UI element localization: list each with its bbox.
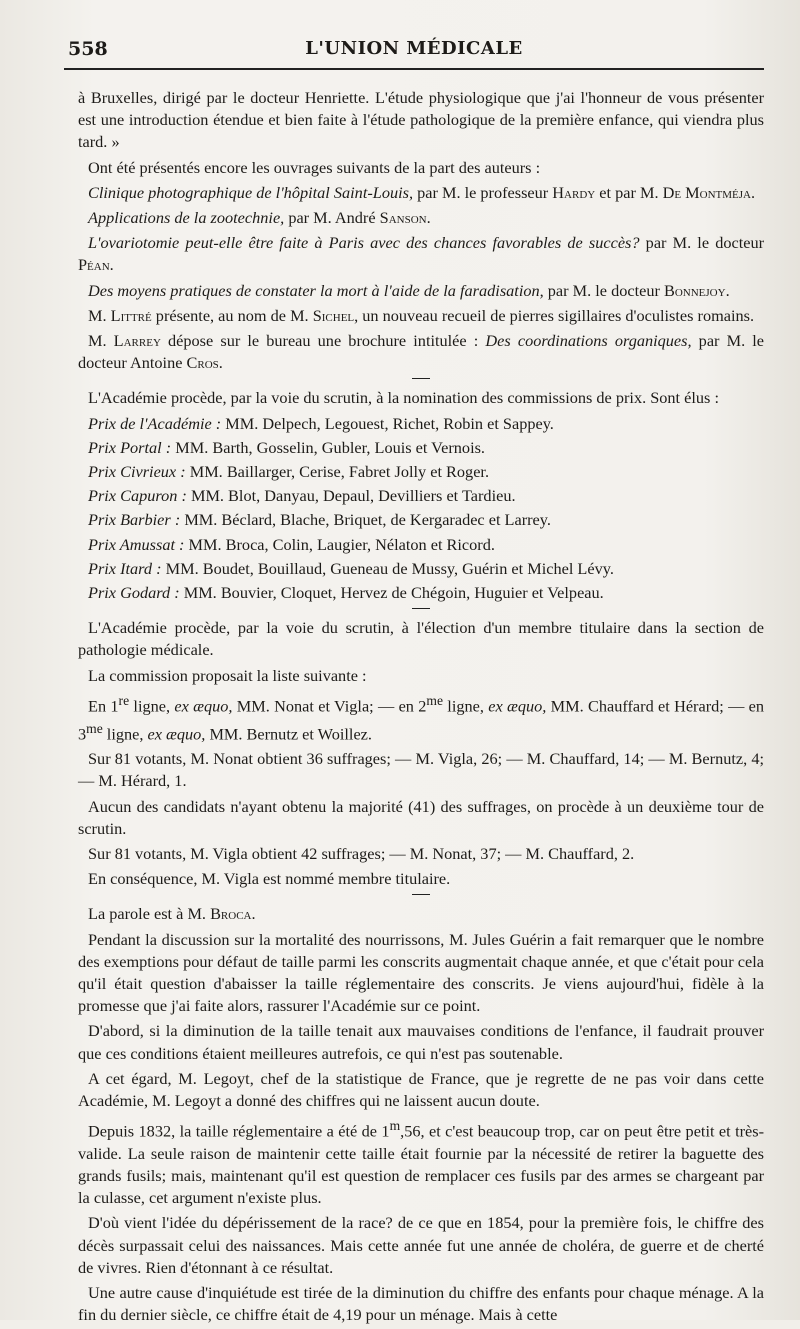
- prize-name: Prix Amussat :: [88, 534, 185, 554]
- prize-entry: [78, 461, 764, 483]
- prize-name: Prix Barbier :: [88, 510, 181, 530]
- prize-entry: [78, 437, 764, 459]
- paragraph: à Bruxelles, dirigé par le docteur Henriette. L'étude physiologique que j'ai l'honneur de vous présenter est une introduction étendue et bien faite à l'étude pathologique de la première enfance, qui viendra plus tard. »: [78, 88, 764, 152]
- paragraph: L'Académie procède, par la voie du scrutin, à l'élection d'un membre titulaire dans la section de pathologie médicale.: [78, 618, 764, 660]
- prize-entry: [78, 582, 764, 604]
- paragraph: Aucun des candidats n'ayant obtenu la majorité (41) des suffrages, on procède à un deuxième tour de scrutin.: [78, 796, 764, 838]
- work-entry: Clinique photographique de l'hôpital Saint-Louis, par M. le professeur Hardy et par M. De Montméja.: [88, 182, 756, 202]
- prize-list: [78, 413, 764, 605]
- prize-members: MM. Broca, Colin, Laugier, Nélaton et Ricord.: [184, 534, 495, 554]
- paragraph: La parole est à M. Broca.: [88, 904, 256, 924]
- work-entry: L'ovariotomie peut-elle être faite à Paris avec des chances favorables de succès? par M. le docteur Péan.: [78, 233, 765, 275]
- candidate-list: En 1re ligne, ex æquo, MM. Nonat et Vigla; — en $2^{me}$ ligne, ex æquo, MM. Chauffard et Hérard; — en $3^{me}$ ligne, ex æquo, MM. Bernutz et Woillez.: [78, 692, 765, 743]
- prize-entry: [78, 509, 764, 531]
- prize-name: Prix Itard :: [88, 558, 162, 578]
- prize-name: Prix Portal :: [88, 437, 172, 457]
- prize-name: Prix Civrieux :: [88, 462, 186, 482]
- prize-entry: [78, 534, 764, 556]
- paragraph: D'où vient l'idée du dépérissement de la race? de ce que en 1854, pour la première fois, le chiffre des décès surpassait celui des naissances. Mais cette année fut une année de choléra, de guerre et de cherté de vivres. Rien d'étonnant à ce résultat.: [78, 1213, 764, 1277]
- paragraph: Sur 81 votants, M. Nonat obtient 36 suffrages; — M. Vigla, 26; — M. Chauffard, 14; — M. Bernutz, 4; — M. Hérard, 1.: [78, 749, 764, 791]
- prize-entry: [78, 558, 764, 580]
- work-entry: Applications de la zootechnie, par M. André Sanson.: [88, 208, 431, 228]
- prize-members: MM. Bouvier, Cloquet, Hervez de Chégoin, Huguier et Velpeau.: [179, 583, 604, 603]
- prize-name: Prix Capuron :: [88, 486, 187, 506]
- section-separator: [412, 608, 430, 609]
- prize-members: MM. Delpech, Legouest, Richet, Robin et Sappey.: [221, 413, 554, 433]
- prize-members: MM. Blot, Danyau, Depaul, Devilliers et Tardieu.: [186, 486, 516, 506]
- prize-members: MM. Baillarger, Cerise, Fabret Jolly et Roger.: [185, 462, 490, 482]
- prize-members: MM. Béclard, Blache, Briquet, de Kergaradec et Larrey.: [180, 510, 551, 530]
- prize-members: MM. Barth, Gosselin, Gubler, Louis et Vernois.: [171, 437, 485, 457]
- prize-entry: [78, 413, 764, 435]
- paragraph: A cet égard, M. Legoyt, chef de la statistique de France, que je regrette de ne pas voir dans cette Académie, M. Legoyt a donné des chiffres qui ne laissent aucun doute.: [78, 1068, 764, 1110]
- paragraph: L'Académie procède, par la voie du scrutin, à la nomination des commissions de prix. Sont élus :: [88, 388, 719, 408]
- paragraph: Sur 81 votants, M. Vigla obtient 42 suffrages; — M. Nonat, 37; — M. Chauffard, 2.: [88, 843, 635, 863]
- page-header: [64, 34, 764, 64]
- prize-entry: [78, 485, 764, 507]
- paragraph: Depuis 1832, la taille réglementaire a été de 1$^m$,56, et c'est beaucoup trop, car on peut être petit et très-valide. La seule raison de maintenir cette taille était fournie par la nécessité de retirer la baguette des grands fusils; mais, maintenant qu'il est question de remplacer ces fusils par des armes se chargeant par la culasse, cet argument n'existe plus.: [78, 1118, 764, 1208]
- paragraph: Une autre cause d'inquiétude est tirée de la diminution du chiffre des enfants pour chaque ménage. A la fin du dernier siècle, ce chiffre était de 4,19 pour un ménage. Mais à cette: [78, 1283, 764, 1325]
- header-rule: [64, 68, 764, 70]
- article-body: [78, 87, 764, 1329]
- paragraph: Ont été présentés encore les ouvrages suivants de la part des auteurs :: [88, 157, 541, 177]
- section-separator: [412, 894, 430, 895]
- page-number: 558: [68, 38, 108, 60]
- paragraph: La commission proposait la liste suivante :: [88, 665, 367, 685]
- running-title: L'UNION MÉDICALE: [305, 38, 523, 59]
- paragraph: En conséquence, M. Vigla est nommé membre titulaire.: [88, 869, 451, 889]
- prize-name: Prix de l'Académie :: [88, 413, 222, 433]
- prize-name: Prix Godard :: [88, 583, 180, 603]
- paragraph-littre: M. Littré présente, au nom de M. Sichel, un nouveau recueil de pierres sigillaires d'oculistes romains.: [88, 305, 755, 325]
- paragraph: D'abord, si la diminution de la taille tenait aux mauvaises conditions de l'enfance, il faudrait prouver que ces conditions étaient meilleures autrefois, ce qui n'est pas soutenable.: [78, 1021, 764, 1063]
- paragraph: Pendant la discussion sur la mortalité des nourrissons, M. Jules Guérin a fait remarquer que le nombre des exemptions pour défaut de taille parmi les conscrits augmentait chaque année, et que c'était pour cela qu'il était question d'abaisser la taille réglementaire des conscrits. Je viens aujourd'hui, fidèle à la promesse que j'ai faite alors, rassurer l'Académie sur ce point.: [78, 929, 764, 1016]
- prize-members: MM. Boudet, Bouillaud, Gueneau de Mussy, Guérin et Michel Lévy.: [161, 558, 614, 578]
- paragraph-larrey: M. Larrey dépose sur le bureau une brochure intitulée : Des coordinations organiques, par M. le docteur Antoine Cros.: [78, 331, 765, 373]
- section-separator: [412, 378, 430, 379]
- work-entry: Des moyens pratiques de constater la mort à l'aide de la faradisation, par M. le docteur Bonnejoy.: [88, 280, 730, 300]
